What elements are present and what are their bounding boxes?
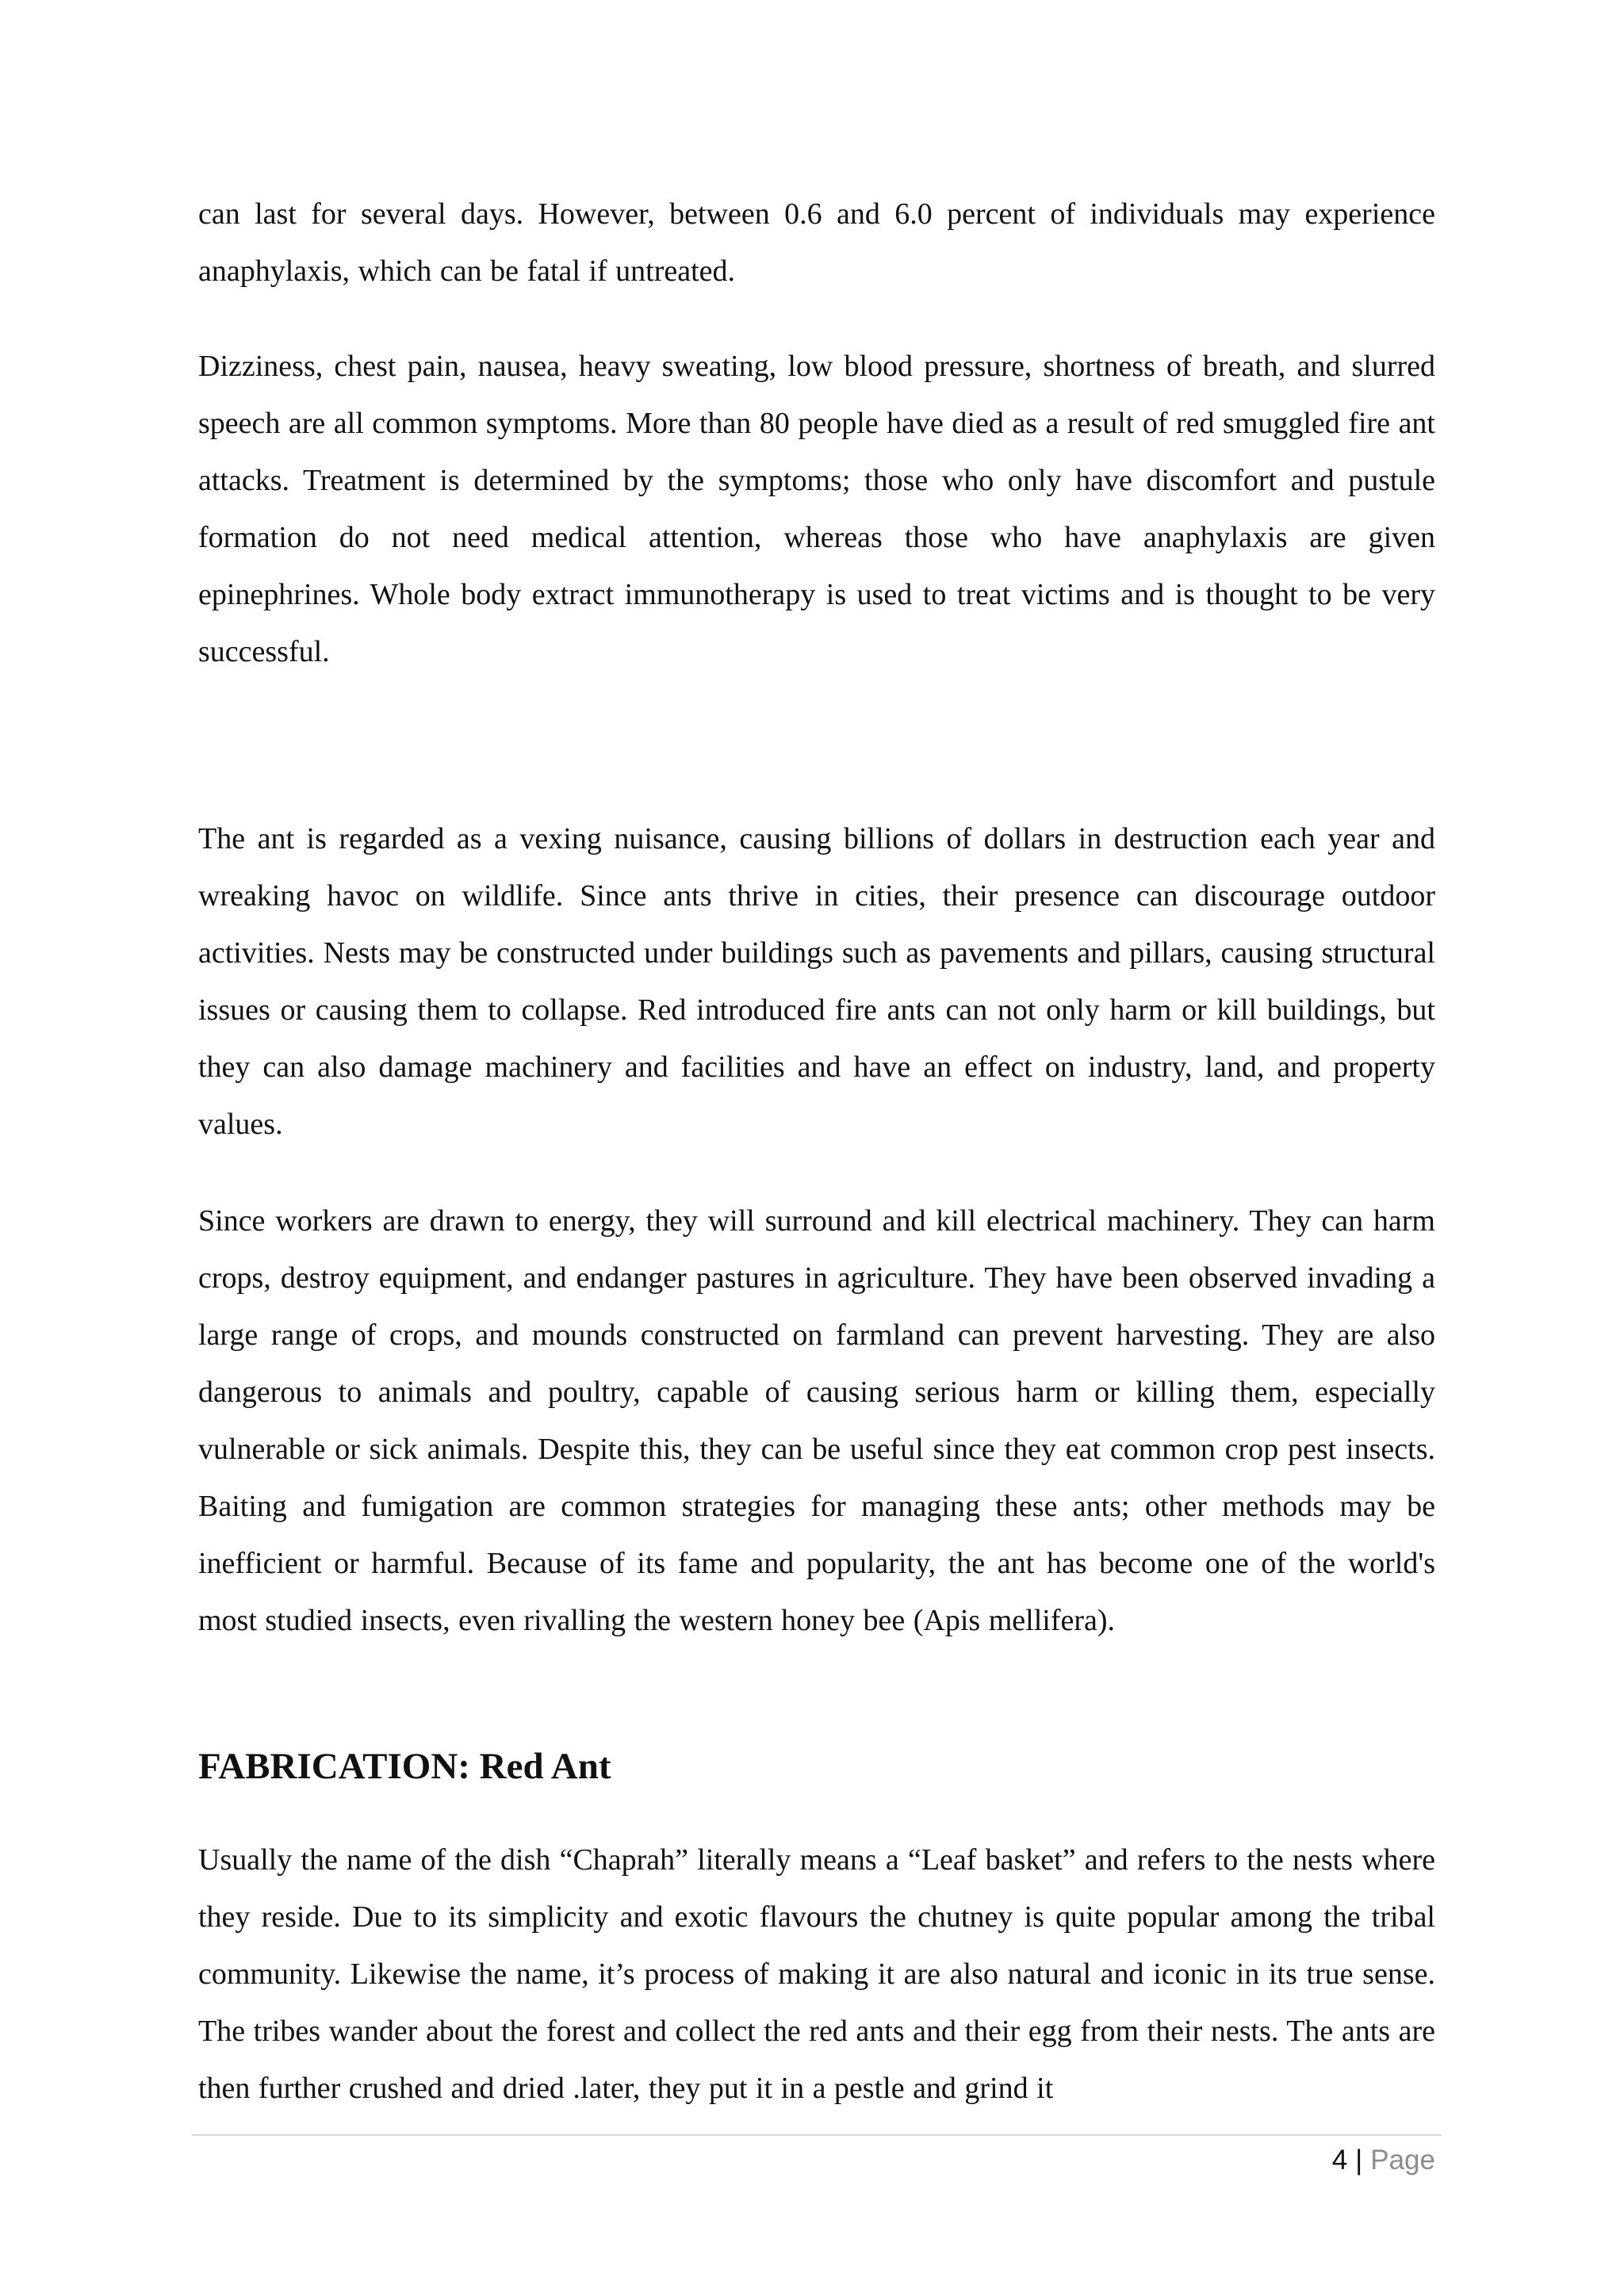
footer-separator: | (1355, 2145, 1363, 2175)
paragraph-agriculture: Since workers are drawn to energy, they will surround and kill electrical machinery. They can harm crops, destroy equipment, and endanger pastures in agriculture. They have been observed invading a large range of crops, and mounds constructed on farmland can prevent harvesting. They are also dangerous to animals and poultry, capable of causing serious harm or killing them, especially vulnerable or sick animals. Despite this, they can be useful since they eat common crop pest insects. Baiting and fumigation are common strategies for managing these ants; other methods may be inefficient or harmful. Because of its fame and popularity, the ant has become one of the world's most studied insects, even rivalling the western honey bee (Apis mellifera). (198, 1204, 1435, 1637)
paragraph-anaphylaxis: can last for several days. However, between 0.6 and 6.0 percent of individuals may experience anaphylaxis, which can be fatal if untreated. (198, 197, 1435, 288)
section-heading: FABRICATION: Red Ant (198, 1746, 611, 1787)
paragraph-symptoms: Dizziness, chest pain, nausea, heavy sweating, low blood pressure, shortness of breath, and slurred speech are all common symptoms. More than 80 people have died as a result of red smuggled fire ant attacks. Treatment is determined by the symptoms; those who only have discomfort and pustule formation do not need medical attention, whereas those who have anaphylaxis are given epinephrines. Whole body extract immunotherapy is used to treat victims and is thought to be very successful. (198, 350, 1435, 668)
paragraph-fabrication: Usually the name of the dish “Chaprah” literally means a “Leaf basket” and refers to the nests where they reside. Due to its simplicity and exotic flavours the chutney is quite popular among the tribal community. Likewise the name, it’s process of making it are also natural and iconic in its true sense. The tribes wander about the forest and collect the red ants and their egg from their nests. The ants are then further crushed and dried .later, they put it in a pestle and grind it (198, 1843, 1435, 2105)
paragraph-nuisance: The ant is regarded as a vexing nuisance, causing billions of dollars in destruction each year and wreaking havoc on wildlife. Since ants thrive in cities, their presence can discourage outdoor activities. Nests may be constructed under buildings such as pavements and pillars, causing structural issues or causing them to collapse. Red introduced fire ants can not only harm or kill buildings, but they can also damage machinery and facilities and have an effect on industry, land, and property values. (198, 822, 1435, 1141)
page-number: 4 (1331, 2145, 1348, 2175)
page-label: Page (1370, 2145, 1435, 2175)
footer-divider (192, 2134, 1442, 2136)
page-footer (1332, 2139, 1435, 2182)
